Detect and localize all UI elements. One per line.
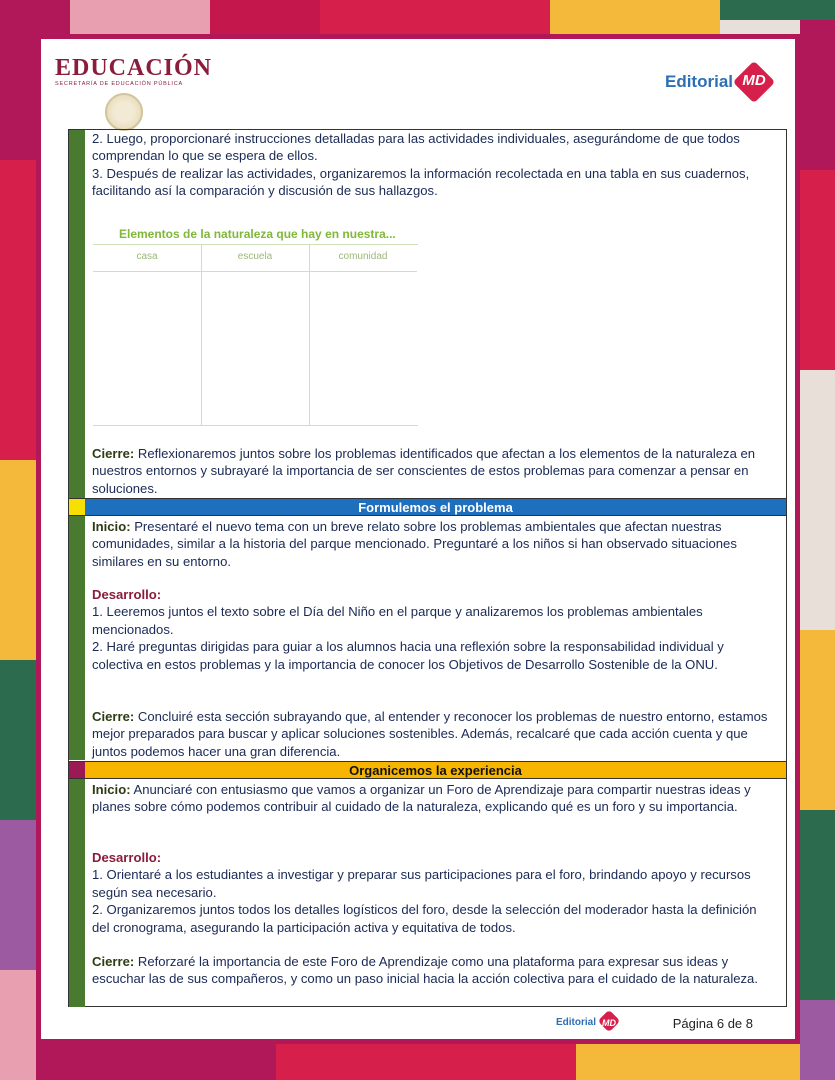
lesson-plan-table xyxy=(68,129,787,1007)
inicio-text: Anunciaré con entusiasmo que vamos a organizar un Foro de Aprendizaje para compartir nuestras ideas y planes sobre cómo podemos contribuir al cuidado de la naturaleza, explicando qué es un foro y su importancia. xyxy=(92,782,751,815)
section-bar-magenta xyxy=(69,761,85,779)
footer-editorial-logo xyxy=(556,1011,620,1033)
heading-organicemos: Organicemos la experiencia xyxy=(85,761,786,779)
paragraph-step-3: 3. Después de realizar las actividades, organizaremos la información recolectada en una tabla en sus cuadernos, facilitando así la comparación y discusión de sus hallazgos. xyxy=(92,166,750,199)
inicio-label: Inicio: xyxy=(92,519,131,534)
footer-md-badge-text: MD xyxy=(602,1018,617,1028)
nature-elements-table xyxy=(93,224,418,433)
desarrollo-block-3 xyxy=(92,849,776,936)
desarrollo-step-2: 2. Organizaremos juntos todos los detalles logísticos del foro, desde la selección del moderador hasta la definición del cronograma, asegurando la participación activa y equitativa de todos. xyxy=(92,902,757,935)
inicio-label: Inicio: xyxy=(92,782,131,797)
md-badge-icon xyxy=(735,65,773,99)
sep-logo xyxy=(55,55,215,87)
section-bar-green-2 xyxy=(69,516,85,760)
cierre-label: Cierre: xyxy=(92,709,135,724)
editorial-md-logo xyxy=(665,65,773,99)
heading-formulemos: Formulemos el problema xyxy=(85,498,786,516)
inicio-paragraph-2 xyxy=(92,518,776,570)
section-bar-green-3 xyxy=(69,779,85,1007)
desarrollo-step-1: 1. Orientaré a los estudiantes a investigar y preparar sus participaciones para el foro, brindando apoyo y recursos según sea necesario. xyxy=(92,867,751,900)
section-bar-yellow xyxy=(69,498,85,516)
editorial-word: Editorial xyxy=(664,72,733,91)
footer-md-badge-icon xyxy=(598,1011,620,1033)
nature-table-col-comunidad: comunidad xyxy=(309,245,417,272)
desarrollo-step-2: 2. Haré preguntas dirigidas para guiar a los alumnos hacia una reflexión sobre la responsabilidad individual y colectiva en estos problemas y la importancia de conocer los Objetivos de Desarrollo Sostenible de la ONU. xyxy=(92,639,724,672)
cierre-paragraph-3 xyxy=(92,953,776,988)
cierre-paragraph-1 xyxy=(92,445,776,497)
inicio-text: Presentaré el nuevo tema con un breve relato sobre los problemas ambientales que afectan nuestras comunidades, similar a la historia del parque mencionado. Preguntaré a los niños si han observado situaciones similares en su entorno. xyxy=(92,519,737,569)
desarrollo-label: Desarrollo: xyxy=(92,587,162,602)
page-number: Página 6 de 8 xyxy=(672,1016,753,1031)
cierre-paragraph-2 xyxy=(92,708,776,760)
nature-table-col-escuela: escuela xyxy=(201,245,309,272)
nature-table-col-casa: casa xyxy=(93,245,201,272)
desarrollo-label: Desarrollo: xyxy=(92,850,162,865)
document-page xyxy=(36,34,800,1044)
edu-title: EDUCACIÓN xyxy=(55,55,213,81)
seal-icon xyxy=(105,93,143,131)
paragraph-step-2: 2. Luego, proporcionaré instrucciones detalladas para las actividades individuales, asegurándome de que todos comprendan lo que se espera de ellos. xyxy=(92,131,740,164)
section-bar-green xyxy=(69,130,85,498)
edu-subtitle: SECRETARÍA DE EDUCACIÓN PÚBLICA xyxy=(55,81,183,87)
cierre-label: Cierre: xyxy=(92,954,135,969)
desarrollo-step-1: 1. Leeremos juntos el texto sobre el Día del Niño en el parque y analizaremos los problemas ambientales mencionados. xyxy=(92,604,703,637)
desarrollo-block-2 xyxy=(92,586,776,673)
cierre-text: Reflexionaremos juntos sobre los problemas identificados que afectan a los elementos de la naturaleza en nuestros entornos y subrayaré la importancia de ser conscientes de estos problemas para comenzar a pensar en soluciones. xyxy=(92,446,756,496)
footer-editorial-word: Editorial xyxy=(556,1016,597,1028)
cierre-label: Cierre: xyxy=(92,446,135,461)
inicio-paragraph-3 xyxy=(92,781,776,816)
nature-table-title: Elementos de la naturaleza que hay en nuestra... xyxy=(119,227,396,241)
md-badge-text: MD xyxy=(742,72,766,89)
cierre-text: Concluiré esta sección subrayando que, al entender y reconocer los problemas de nuestro entorno, estamos mejor preparados para buscar y aplicar soluciones sostenibles. Además, recalcaré que cada acción cuenta y que juntos podemos hacer una gran diferencia. xyxy=(92,709,768,759)
cierre-text: Reforzaré la importancia de este Foro de Aprendizaje como una plataforma para expresar sus ideas y escuchar las de sus compañeros, y como un paso inicial hacia la acción colectiva para el cuidado de la naturaleza. xyxy=(92,954,758,987)
